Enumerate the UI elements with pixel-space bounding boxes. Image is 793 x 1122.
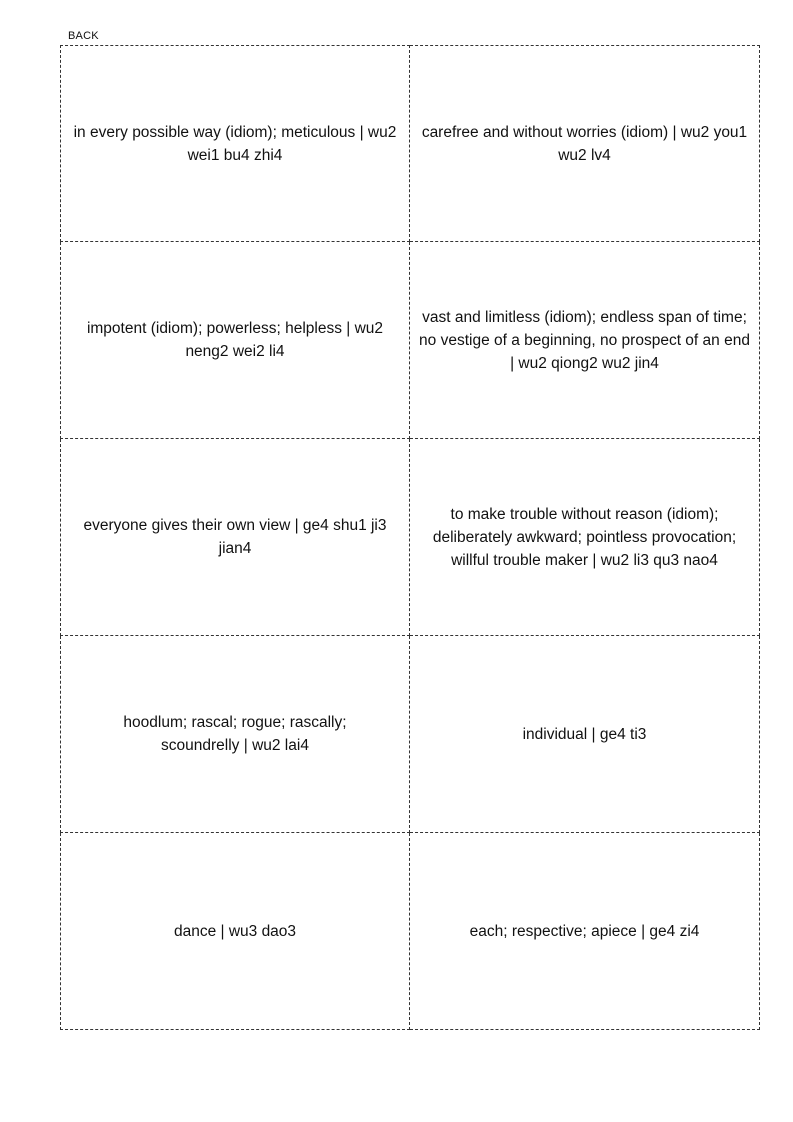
flashcard-text: dance | wu3 dao3 <box>173 922 297 940</box>
flashcard-text: individual | ge4 ti3 <box>522 725 647 743</box>
flashcard <box>60 439 410 636</box>
flashcard-text: hoodlum; rascal; rogue; rascally; scoundrelly | wu2 lai4 <box>123 714 347 754</box>
flashcard-text: everyone gives their own view | ge4 shu1 ji3 jian4 <box>83 517 387 557</box>
flashcard <box>410 439 760 636</box>
flashcard-text: to make trouble without reason (idiom); deliberately awkward; pointless provocation; willful trouble maker | wu2 li3 qu3 nao4 <box>432 505 737 569</box>
flashcard-text: in every possible way (idiom); meticulous | wu2 wei1 bu4 zhi4 <box>73 123 397 164</box>
flashcard <box>60 242 410 439</box>
page-side-label: BACK <box>68 30 99 42</box>
flashcard-text: vast and limitless (idiom); endless span of time; no vestige of a beginning, no prospect of an end | wu2 qiong2 wu2 jin4 <box>419 308 750 372</box>
flashcard-text: carefree and without worries (idiom) | wu2 you1 wu2 lv4 <box>421 123 748 164</box>
flashcard <box>410 636 760 833</box>
flashcard-grid <box>60 45 760 1030</box>
flashcard <box>60 45 410 242</box>
flashcard <box>410 242 760 439</box>
flashcard-text: impotent (idiom); powerless; helpless | wu2 neng2 wei2 li4 <box>86 320 384 360</box>
flashcard <box>60 833 410 1030</box>
flashcard <box>60 636 410 833</box>
flashcard <box>410 45 760 242</box>
flashcard <box>410 833 760 1030</box>
flashcard-text: each; respective; apiece | ge4 zi4 <box>469 922 700 940</box>
